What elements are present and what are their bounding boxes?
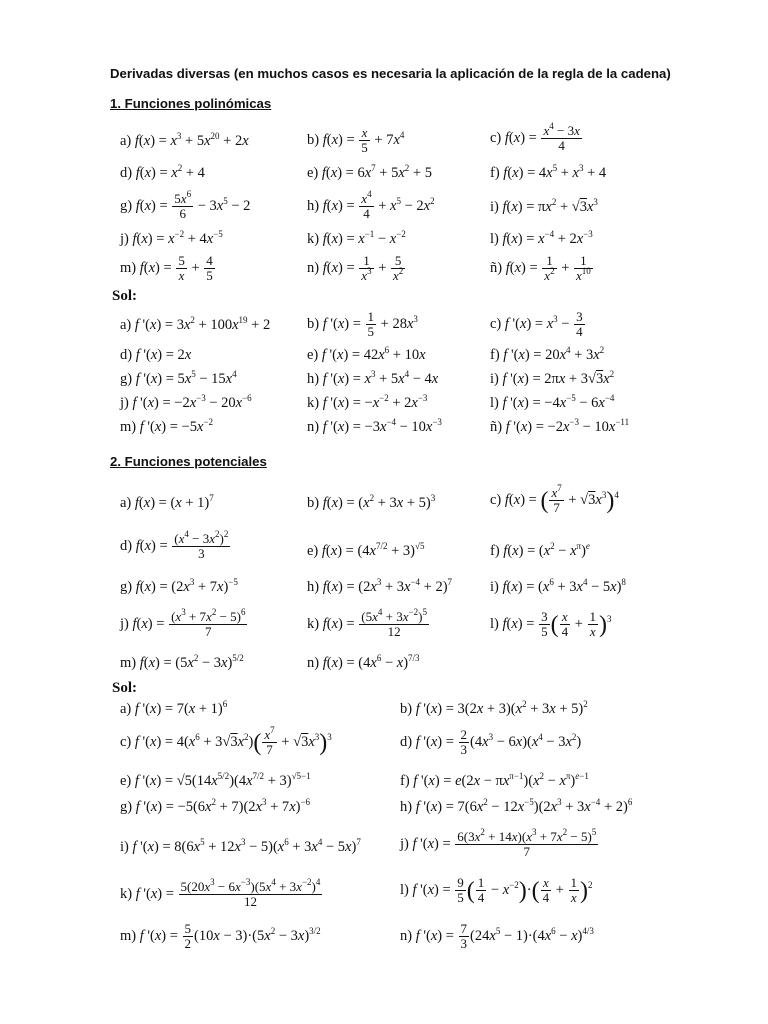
exercise-2b: b) $f(x) = (x^2 + 3x + 5)^3$ (307, 493, 436, 511)
exercise-1g: g) f(x) = $\frac{5x^6}{6}$ − $3x^5 - 2$ (120, 189, 251, 222)
exercise-1a: a) $f(x) = x^3 + 5x^{20} + 2x$ (120, 131, 249, 149)
exercise-2l: l) f(x) = $\frac{3}{5}$ ( $\frac{x}{4}$ + $\frac{1}{x}$ )$^3$ (490, 609, 612, 640)
exercise-2g: g) $f(x) = (2x^3 + 7x)^{-5}$ (120, 577, 238, 595)
exercise-1k: k) $f(x) = x^{-1} - x^{-2}$ (307, 229, 406, 247)
exercise-1c: c) f(x) = $\frac{x^4 - 3x}{4}$ (490, 121, 580, 154)
solution-1f: f) f '$(x) = 20x^4 + 3x^2$ (490, 345, 605, 363)
exercise-2n: n) $f(x) = (4x^6 - x)^{7/3}$ (307, 653, 420, 671)
solution-1j: j) f '$(x) = -2x^{-3} - 20x^{-6}$ (120, 393, 252, 411)
exercise-2m: m) $f(x) = (5x^2 - 3x)^{5/2}$ (120, 653, 244, 671)
exercise-2h: h) $f(x) = (2x^3 + 3x^{-4} + 2)^7$ (307, 577, 453, 595)
exercise-2a: a) $f(x) = (x + 1)^7$ (120, 493, 214, 511)
exercise-1m: m) f(x) = $\frac{5}{x}$ + $\frac{4}{5}$ (120, 253, 213, 284)
solution-1l: l) f '$(x) = -4x^{-5} - 6x^{-4}$ (490, 393, 615, 411)
solution-2f: f) f '$(x) = e(2x - \pi x^{\pi-1})(x^2 - x^\pi)^{e-1}$ (400, 771, 589, 789)
solution-1m: m) f '$(x) = -5x^{-2}$ (120, 417, 213, 435)
exercise-1ñ: ñ) f(x) = $\frac{1}{x^2}$ + $\frac{1}{x^{10}}$ (490, 253, 591, 284)
section-1-heading: 1. Funciones polinómicas (110, 96, 272, 111)
solution-2k: k) f '(x) = $\frac{5(20x^3 - 6x^{-3})(5x^4 + 3x^{-2})^4}{12}$ (120, 877, 321, 910)
solution-1c: c) f '$(x) = x^3$ − $\frac{3}{4}$ (490, 309, 583, 340)
solution-2g: g) f '$(x) = -5(6x^2 + 7)(2x^3 + 7x)^{-6}$ (120, 797, 311, 815)
section-2-sol-label: Sol: (112, 680, 138, 696)
solution-2l: l) f '(x) = $\frac{9}{5}$ ( $\frac{1}{4}$ − $x^{-2})\cdot$( $\frac{x}{4}$ + $\frac{1}{x}$ )$^2$ (400, 875, 593, 906)
solution-2a: a) f '$(x) = 7(x + 1)^6$ (120, 699, 228, 717)
solution-2h: h) f '$(x) = 7(6x^2 - 12x^{-5})(2x^3 + 3x^{-4} + 2)^6$ (400, 797, 633, 815)
section-2-heading: 2. Funciones potenciales (110, 454, 267, 469)
solution-1b: b) f '(x) = $\frac{1}{5}$ + $28x^3$ (307, 309, 418, 340)
document-title: Derivadas diversas (en muchos casos es necesaria la aplicación de la regla de la cadena) (110, 66, 671, 81)
exercise-2j: j) f(x) = $\frac{(x^3 + 7x^2 - 5)^6}{7}$ (120, 607, 246, 640)
solution-1h: h) f '$(x) = x^3 + 5x^4 - 4x$ (307, 369, 439, 387)
exercise-2k: k) f(x) = $\frac{(5x^4 + 3x^{-2})^5}{12}$ (307, 607, 427, 640)
solution-1d: d) f '(x) = 2x (120, 347, 192, 363)
solution-1k: k) f '$(x) = -x^{-2} + 2x^{-3}$ (307, 393, 428, 411)
exercise-1d: d) $f(x) = x^2 + 4$ (120, 163, 205, 181)
solution-1g: g) f '$(x) = 5x^5 - 15x^4$ (120, 369, 237, 387)
exercise-1j: j) $f(x) = x^{-2} + 4x^{-5}$ (120, 229, 223, 247)
exercise-1i: i) $f(x) = \pi x^2 + √3x^3$ (490, 197, 598, 215)
exercise-1n: n) f(x) = $\frac{1}{x^3}$ + $\frac{5}{x^2}$ (307, 253, 404, 284)
exercise-2d: d) f(x) = $\frac{(x^4 - 3x^2)^2}{3}$ (120, 529, 229, 562)
solution-2n: n) f '(x) = $\frac{7}{3}$ $(24x^5 - 1)\cdot(4x^6 - x)^{4/3}$ (400, 921, 594, 952)
exercise-1l: l) $f(x) = x^{-4} + 2x^{-3}$ (490, 229, 593, 247)
solution-2c: c) f '$(x) = 4(x^6 + 3√3x^2)$( $\frac{x^7}{7}$ + $√3x^3)^3$ (120, 725, 332, 758)
solution-2m: m) f '(x) = $\frac{5}{2}$ $(10x - 3)\cdot(5x^2 - 3x)^{3/2}$ (120, 921, 321, 952)
solution-2d: d) f '(x) = $\frac{2}{3}$ $(4x^3 - 6x)(x^4 - 3x^2)$ (400, 727, 582, 758)
solution-2j: j) f '(x) = $\frac{6(3x^2 + 14x)(x^3 + 7x^2 - 5)^5}{7}$ (400, 827, 597, 860)
exercise-2c: c) f(x) = ( $\frac{x^7}{7}$ + $√3x^3)^4$ (490, 483, 619, 516)
exercise-1h: h) f(x) = $\frac{x^4}{4}$ + $x^5 - 2x^2$ (307, 189, 435, 222)
solution-2i: i) f '$(x) = 8(6x^5 + 12x^3 - 5)(x^6 + 3x^4 - 5x)^7$ (120, 837, 361, 855)
solution-2e: e) f '$(x) = √5(14x^{5/2})(4x^{7/2} + 3)^{√5-1}$ (120, 771, 311, 789)
solution-1e: e) f '$(x) = 42x^6 + 10x$ (307, 345, 426, 363)
exercise-1e: e) $f(x) = 6x^7 + 5x^2 + 5$ (307, 163, 432, 181)
solution-1n: n) f '$(x) = -3x^{-4} - 10x^{-3}$ (307, 417, 442, 435)
solution-2b: b) f '$(x) = 3(2x + 3)(x^2 + 3x + 5)^2$ (400, 699, 588, 717)
exercise-1b: b) f(x) = $\frac{x}{5}$ + $7x^4$ (307, 125, 405, 156)
exercise-2i: i) $f(x) = (x^6 + 3x^4 - 5x)^8$ (490, 577, 626, 595)
exercise-2f: f) $f(x) = (x^2 - x^\pi)^e$ (490, 541, 590, 559)
exercise-1f: f) $f(x) = 4x^5 + x^3 + 4$ (490, 163, 607, 181)
solution-1i: i) f '$(x) = 2\pi x + 3√3x^2$ (490, 369, 615, 387)
section-1-sol-label: Sol: (112, 288, 138, 304)
exercise-2e: e) $f(x) = (4x^{7/2} + 3)^{√5}$ (307, 541, 425, 559)
solution-1a: a) f '$(x) = 3x^2 + 100x^{19} + 2$ (120, 315, 271, 333)
solution-1ñ: ñ) f '$(x) = -2x^{-3} - 10x^{-11}$ (490, 417, 630, 435)
